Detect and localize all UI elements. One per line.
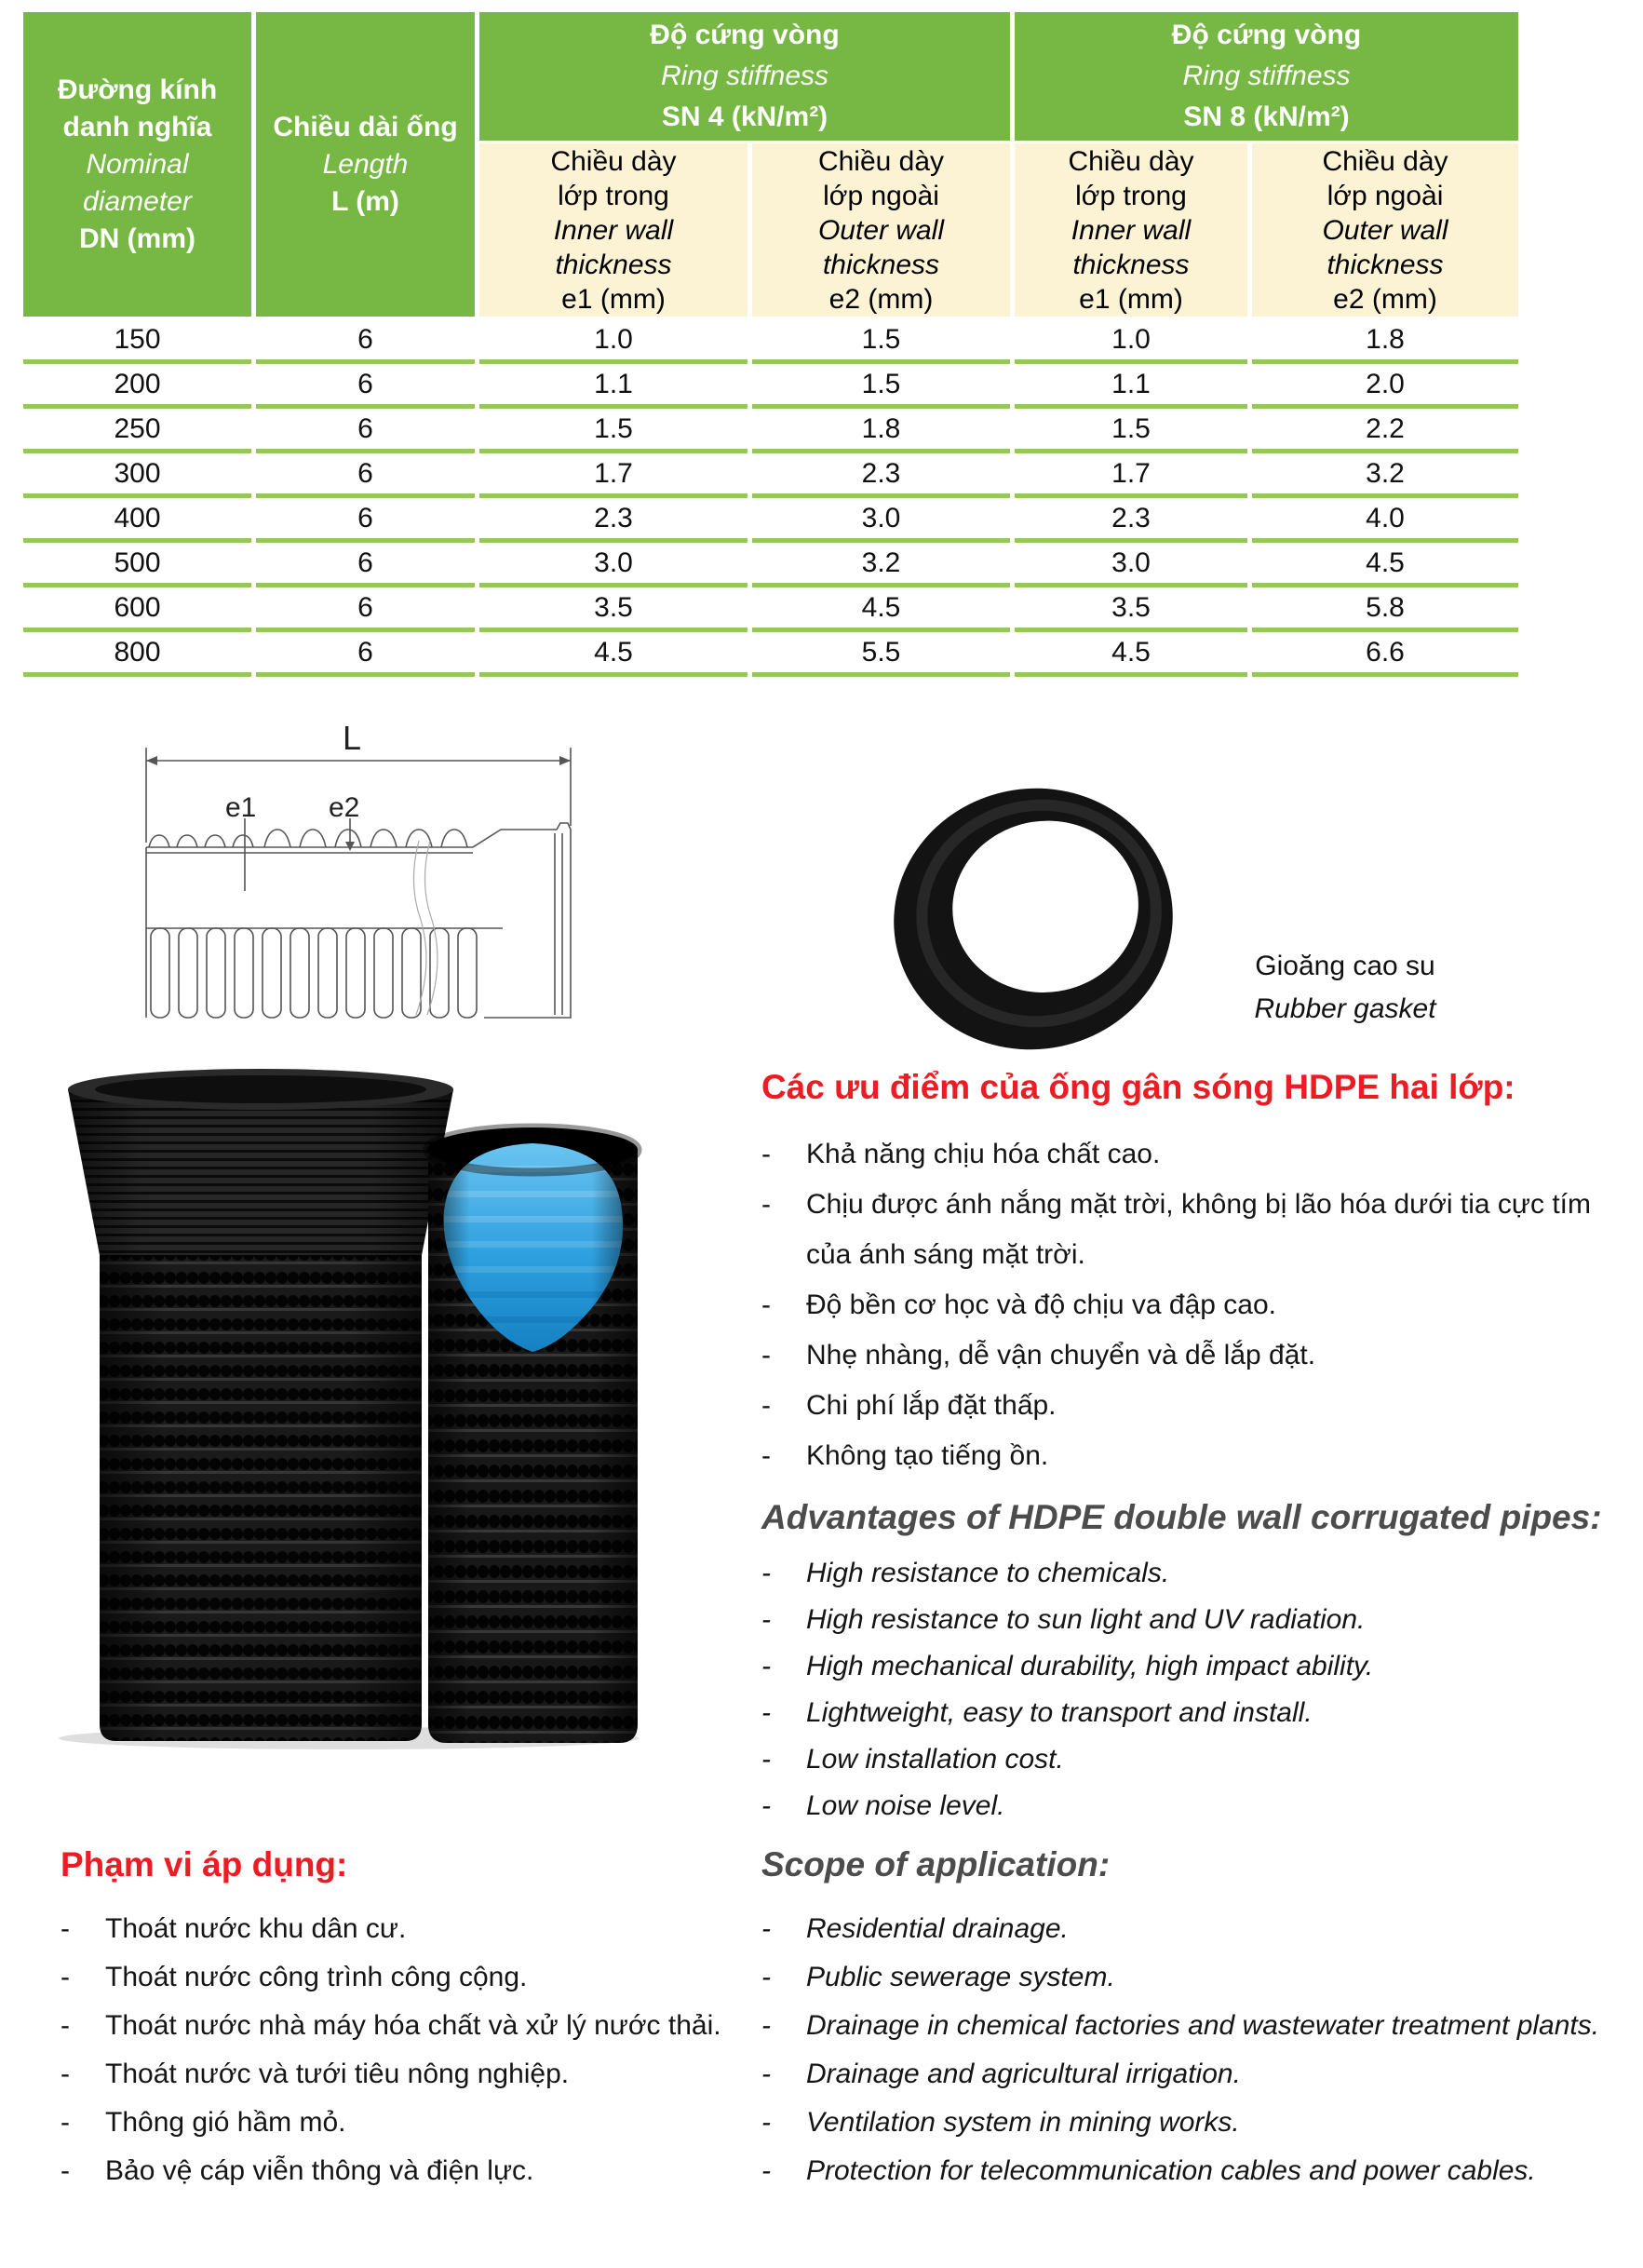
table-row bbox=[23, 364, 1518, 409]
pipe-dimension-drawing bbox=[140, 722, 577, 1033]
list-item: - Residential drainage. bbox=[761, 1905, 1609, 1953]
table-cell: 1.1 bbox=[479, 364, 747, 409]
list-item: - Drainage in chemical factories and wastewater treatment plants. bbox=[761, 2002, 1609, 2050]
table-cell: 800 bbox=[23, 632, 251, 677]
table-cell: 300 bbox=[23, 453, 251, 498]
header-diameter-en: Nominal diameter bbox=[83, 148, 192, 217]
subheader-vi: Chiều dày lớp ngoài bbox=[817, 145, 945, 211]
table-cell: 2.2 bbox=[1252, 409, 1518, 453]
list-item: - High mechanical durability, high impact ability. bbox=[761, 1643, 1604, 1690]
corrugated-pipes-photo bbox=[42, 1061, 647, 1750]
advantages-list-vi bbox=[761, 1129, 1604, 1481]
list-item: - Thoát nước công trình công cộng. bbox=[61, 1953, 749, 2002]
gasket-caption-vi: Gioăng cao su bbox=[1255, 951, 1435, 981]
list-item: - Thông gió hầm mỏ. bbox=[61, 2099, 749, 2147]
table-cell: 6 bbox=[256, 543, 475, 587]
right-pipe bbox=[427, 1127, 638, 1743]
table-cell: 150 bbox=[23, 319, 251, 364]
table-cell: 2.3 bbox=[479, 498, 747, 543]
list-item: - Khả năng chịu hóa chất cao. bbox=[761, 1129, 1604, 1180]
list-item: - Nhẹ nhàng, dễ vận chuyển và dễ lắp đặt. bbox=[761, 1330, 1604, 1381]
header-pipe-length bbox=[256, 12, 475, 319]
table-cell: 2.3 bbox=[1015, 498, 1247, 543]
spec-table bbox=[19, 12, 1523, 677]
header-length-unit: L (m) bbox=[331, 185, 399, 217]
header-sn4-inner-wall bbox=[479, 143, 747, 319]
header-sn8-en: Ring stiffness bbox=[1182, 61, 1351, 91]
list-item: - Bảo vệ cáp viễn thông và điện lực. bbox=[61, 2147, 749, 2195]
table-cell: 3.0 bbox=[752, 498, 1010, 543]
header-nominal-diameter bbox=[23, 12, 251, 319]
dim-arrow-right bbox=[559, 756, 571, 765]
advantages-title-en: Advantages of HDPE double wall corrugated pipes: bbox=[761, 1498, 1602, 1536]
table-cell: 1.5 bbox=[479, 409, 747, 453]
table-row bbox=[23, 632, 1518, 677]
table-cell: 1.7 bbox=[1015, 453, 1247, 498]
table-cell: 4.5 bbox=[752, 587, 1010, 632]
subheader-en: Outer wall thickness bbox=[1322, 214, 1448, 280]
table-cell: 4.5 bbox=[479, 632, 747, 677]
list-item: - Low noise level. bbox=[761, 1783, 1604, 1829]
table-cell: 1.0 bbox=[1015, 319, 1247, 364]
advantages-section bbox=[761, 1066, 1604, 1829]
list-item: - Ventilation system in mining works. bbox=[761, 2099, 1609, 2147]
table-cell: 6 bbox=[256, 453, 475, 498]
list-item: - Protection for telecommunication cables and power cables. bbox=[761, 2147, 1609, 2195]
list-item: - Không tạo tiếng ồn. bbox=[761, 1431, 1604, 1481]
left-pipe bbox=[68, 1069, 453, 1741]
header-ring-stiffness-sn8 bbox=[1015, 12, 1518, 143]
list-item: - Độ bền cơ học và độ chịu va đập cao. bbox=[761, 1280, 1604, 1330]
table-cell: 3.5 bbox=[1015, 587, 1247, 632]
table-cell: 4.5 bbox=[1252, 543, 1518, 587]
header-sn8-outer-wall bbox=[1252, 143, 1518, 319]
table-row bbox=[23, 453, 1518, 498]
table-cell: 2.0 bbox=[1252, 364, 1518, 409]
header-sn4-vi: Độ cứng vòng bbox=[650, 20, 840, 50]
header-sn8-inner-wall bbox=[1015, 143, 1247, 319]
dim-label-L: L bbox=[342, 722, 362, 757]
header-ring-stiffness-sn4 bbox=[479, 12, 1010, 143]
table-cell: 200 bbox=[23, 364, 251, 409]
header-sn4-unit: SN 4 (kN/m²) bbox=[661, 101, 828, 132]
table-cell: 1.5 bbox=[1015, 409, 1247, 453]
subheader-en: Inner wall thickness bbox=[553, 214, 674, 280]
header-sn8-unit: SN 8 (kN/m²) bbox=[1183, 101, 1350, 132]
table-cell: 3.2 bbox=[752, 543, 1010, 587]
scope-title-en: Scope of application: bbox=[761, 1845, 1111, 1883]
table-cell: 5.5 bbox=[752, 632, 1010, 677]
list-item: - Drainage and agricultural irrigation. bbox=[761, 2050, 1609, 2099]
table-cell: 4.5 bbox=[1015, 632, 1247, 677]
e2-label: e2 bbox=[329, 792, 360, 823]
table-cell: 4.0 bbox=[1252, 498, 1518, 543]
table-row bbox=[23, 319, 1518, 364]
dim-arrow-left bbox=[146, 756, 157, 765]
subheader-unit: e2 (mm) bbox=[1333, 283, 1437, 315]
subheader-unit: e2 (mm) bbox=[828, 283, 934, 315]
subheader-vi: Chiều dày lớp trong bbox=[1068, 145, 1194, 211]
table-cell: 1.1 bbox=[1015, 364, 1247, 409]
list-item: - Thoát nước khu dân cư. bbox=[61, 1905, 749, 1953]
header-sn8-vi: Độ cứng vòng bbox=[1171, 20, 1362, 50]
table-cell: 6 bbox=[256, 587, 475, 632]
table-cell: 1.0 bbox=[479, 319, 747, 364]
subheader-vi: Chiều dày lớp ngoài bbox=[1322, 145, 1448, 211]
gasket-caption bbox=[1210, 945, 1480, 1031]
subheader-vi: Chiều dày lớp trong bbox=[550, 145, 677, 211]
header-sn4-outer-wall bbox=[752, 143, 1010, 319]
scope-section-vi bbox=[61, 1843, 749, 2195]
subheader-en: Inner wall thickness bbox=[1071, 214, 1192, 280]
scope-list-vi bbox=[61, 1905, 749, 2195]
header-diameter-unit: DN (mm) bbox=[79, 223, 195, 254]
list-item: - Thoát nước nhà máy hóa chất và xử lý nước thải. bbox=[61, 2002, 749, 2050]
table-cell: 400 bbox=[23, 498, 251, 543]
table-cell: 1.8 bbox=[1252, 319, 1518, 364]
table-cell: 6 bbox=[256, 498, 475, 543]
table-cell: 6 bbox=[256, 319, 475, 364]
header-sn4-en: Ring stiffness bbox=[660, 61, 829, 91]
list-item: - High resistance to sun light and UV radiation. bbox=[761, 1597, 1604, 1643]
table-cell: 6.6 bbox=[1252, 632, 1518, 677]
advantages-title-vi: Các ưu điểm của ống gân sóng HDPE hai lớp: bbox=[761, 1068, 1515, 1106]
table-row bbox=[23, 587, 1518, 632]
list-item: - High resistance to chemicals. bbox=[761, 1550, 1604, 1597]
list-item: - Public sewerage system. bbox=[761, 1953, 1609, 2002]
subheader-en: Outer wall thickness bbox=[817, 214, 945, 280]
table-cell: 6 bbox=[256, 632, 475, 677]
header-diameter-vi: Đường kính danh nghĩa bbox=[57, 74, 218, 142]
table-cell: 3.0 bbox=[479, 543, 747, 587]
header-length-vi: Chiều dài ống bbox=[273, 111, 458, 142]
list-item: - Low installation cost. bbox=[761, 1736, 1604, 1783]
list-item: - Chi phí lắp đặt thấp. bbox=[761, 1381, 1604, 1431]
table-cell: 1.8 bbox=[752, 409, 1010, 453]
scope-title-vi: Phạm vi áp dụng: bbox=[61, 1845, 348, 1883]
table-cell: 2.3 bbox=[752, 453, 1010, 498]
table-row bbox=[23, 543, 1518, 587]
table-row bbox=[23, 409, 1518, 453]
table-cell: 3.2 bbox=[1252, 453, 1518, 498]
table-cell: 600 bbox=[23, 587, 251, 632]
subheader-unit: e1 (mm) bbox=[561, 283, 666, 315]
scope-section-en bbox=[761, 1843, 1609, 2195]
table-cell: 5.8 bbox=[1252, 587, 1518, 632]
table-cell: 6 bbox=[256, 364, 475, 409]
scope-list-en bbox=[761, 1905, 1609, 2195]
table-cell: 500 bbox=[23, 543, 251, 587]
advantages-list-en bbox=[761, 1550, 1604, 1829]
rubber-gasket-photo bbox=[880, 765, 1187, 1073]
list-item: - Chịu được ánh nắng mặt trời, không bị lão hóa dưới tia cực tím của ánh sáng mặt trời. bbox=[761, 1180, 1604, 1280]
gasket-caption-en: Rubber gasket bbox=[1254, 993, 1436, 1024]
table-row bbox=[23, 498, 1518, 543]
table-cell: 6 bbox=[256, 409, 475, 453]
table-cell: 1.7 bbox=[479, 453, 747, 498]
table-cell: 3.0 bbox=[1015, 543, 1247, 587]
subheader-unit: e1 (mm) bbox=[1079, 283, 1183, 315]
list-item: - Lightweight, easy to transport and install. bbox=[761, 1690, 1604, 1736]
e1-label: e1 bbox=[225, 792, 257, 823]
table-cell: 1.5 bbox=[752, 364, 1010, 409]
table-cell: 250 bbox=[23, 409, 251, 453]
table-cell: 1.5 bbox=[752, 319, 1010, 364]
header-length-en: Length bbox=[322, 148, 409, 180]
table-cell: 3.5 bbox=[479, 587, 747, 632]
list-item: - Thoát nước và tưới tiêu nông nghiệp. bbox=[61, 2050, 749, 2099]
